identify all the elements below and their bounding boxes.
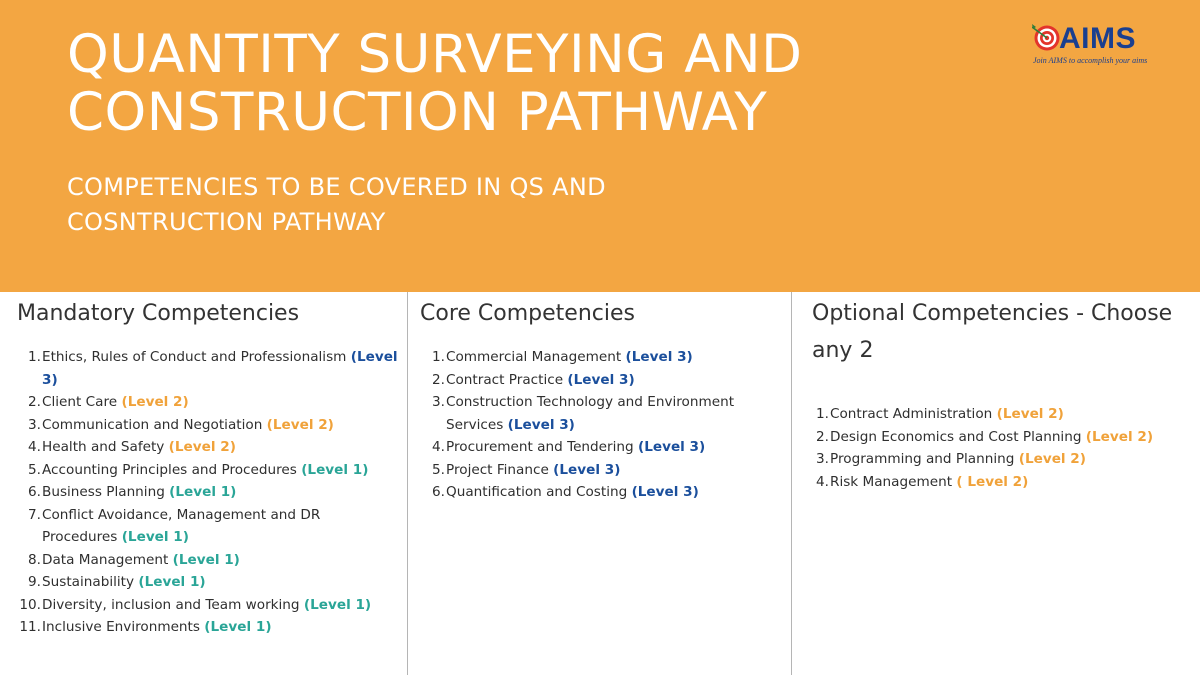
level-badge: (Level 2) — [266, 416, 334, 433]
item-number: 1. — [28, 349, 41, 365]
item-text: Contract Practice — [446, 371, 564, 388]
level-badge: (Level 1) — [169, 484, 237, 500]
item-text: Data Management — [42, 551, 169, 568]
item-text: Commercial Management — [446, 349, 622, 365]
item-text: Risk Management — [830, 473, 953, 490]
level-badge: (Level 2) — [1018, 451, 1086, 467]
level-badge: (Level 3) — [507, 416, 575, 433]
mandatory-column — [0, 292, 408, 675]
list-item — [18, 391, 398, 414]
item-text: Inclusive Environments — [42, 619, 200, 635]
page-subtitle: COMPETENCIES TO BE COVERED IN QS AND COSNTRUCTION PATHWAY — [67, 173, 606, 236]
list-item — [18, 414, 398, 437]
level-badge: (Level 3) — [553, 461, 621, 478]
aims-logo — [1018, 22, 1158, 70]
level-badge: (Level 1) — [301, 461, 369, 478]
item-number: 9. — [28, 574, 41, 590]
level-badge: (Level 1) — [204, 619, 272, 635]
item-text: Communication and Negotiation — [42, 416, 263, 433]
level-badge: (Level 1) — [303, 596, 372, 613]
item-text: Conflict Avoidance, Management and DR Procedures — [42, 506, 321, 545]
item-text: Programming and Planning — [830, 451, 1015, 467]
level-badge: ( Level 2) — [956, 473, 1029, 490]
item-number: 7. — [28, 506, 41, 523]
item-number: 4. — [816, 473, 829, 490]
item-text: Procurement and Tendering — [446, 439, 634, 455]
list-item — [18, 346, 398, 391]
mandatory-list — [18, 346, 398, 639]
core-column — [408, 292, 792, 675]
level-badge: (Level 3) — [567, 371, 635, 388]
item-text: Diversity, inclusion and Team working — [42, 596, 300, 613]
list-item — [18, 459, 398, 482]
level-badge: (Level 1) — [138, 574, 206, 590]
item-text: Contract Administration — [830, 406, 993, 422]
item-number: 3. — [432, 394, 445, 410]
item-text: Design Economics and Cost Planning — [830, 428, 1082, 445]
level-badge: (Level 3) — [42, 349, 398, 388]
level-badge: (Level 2) — [996, 406, 1064, 422]
list-item — [420, 459, 780, 482]
optional-column — [792, 292, 1200, 675]
list-item — [420, 391, 780, 436]
item-number: 6. — [28, 484, 41, 500]
target-icon — [1032, 24, 1060, 52]
item-number: 2. — [28, 394, 41, 410]
item-number: 10. — [19, 596, 41, 613]
item-number: 1. — [432, 349, 445, 365]
header-banner — [0, 0, 1200, 292]
item-text: Client Care — [42, 394, 118, 410]
list-item — [18, 481, 398, 504]
item-number: 1. — [816, 406, 829, 422]
item-number: 3. — [28, 416, 41, 433]
list-item — [18, 571, 398, 594]
item-number: 4. — [28, 439, 41, 455]
list-item — [812, 471, 1197, 494]
item-number: 4. — [432, 439, 445, 455]
level-badge: (Level 1) — [172, 551, 240, 568]
item-text: Sustainability — [42, 574, 135, 590]
item-text: Project Finance — [446, 461, 549, 478]
list-item — [18, 594, 398, 617]
list-item — [18, 616, 398, 639]
list-item — [420, 369, 780, 392]
item-text: Accounting Principles and Procedures — [42, 461, 297, 478]
item-text: Business Planning — [42, 484, 165, 500]
level-badge: (Level 1) — [121, 529, 189, 545]
logo-wordmark: AIMS — [1059, 22, 1136, 55]
list-item — [812, 426, 1197, 449]
list-item — [420, 346, 780, 369]
item-number: 8. — [28, 551, 41, 568]
list-item — [420, 481, 780, 504]
item-number: 6. — [432, 484, 445, 500]
item-number: 2. — [816, 428, 829, 445]
list-item — [18, 436, 398, 459]
optional-list — [812, 403, 1197, 493]
level-badge: (Level 3) — [637, 439, 706, 455]
level-badge: (Level 2) — [168, 439, 236, 455]
core-list — [420, 346, 780, 504]
item-number: 5. — [28, 461, 41, 478]
item-number: 5. — [432, 461, 445, 478]
list-item — [812, 448, 1197, 471]
page-title: QUANTITY SURVEYING AND CONSTRUCTION PATHWAY — [67, 24, 803, 143]
item-text: Construction Technology and Environment Services — [446, 394, 735, 433]
item-number: 11. — [19, 619, 41, 635]
list-item — [812, 403, 1197, 426]
item-text: Quantification and Costing — [446, 484, 628, 500]
level-badge: (Level 3) — [631, 484, 699, 500]
logo-tagline: Join AIMS to accomplish your aims — [1033, 56, 1148, 65]
mandatory-title: Mandatory Competencies — [17, 301, 300, 326]
level-badge: (Level 3) — [625, 349, 693, 365]
list-item — [18, 504, 398, 549]
item-number: 3. — [816, 451, 829, 467]
item-text: Ethics, Rules of Conduct and Professionalism — [42, 349, 347, 365]
list-item — [18, 549, 398, 572]
item-text: Health and Safety — [42, 439, 165, 455]
level-badge: (Level 2) — [121, 394, 189, 410]
item-number: 2. — [432, 371, 445, 388]
level-badge: (Level 2) — [1085, 428, 1154, 445]
list-item — [420, 436, 780, 459]
core-title: Core Competencies — [420, 301, 635, 326]
optional-title: Optional Competencies - Choose any 2 — [812, 301, 1173, 363]
